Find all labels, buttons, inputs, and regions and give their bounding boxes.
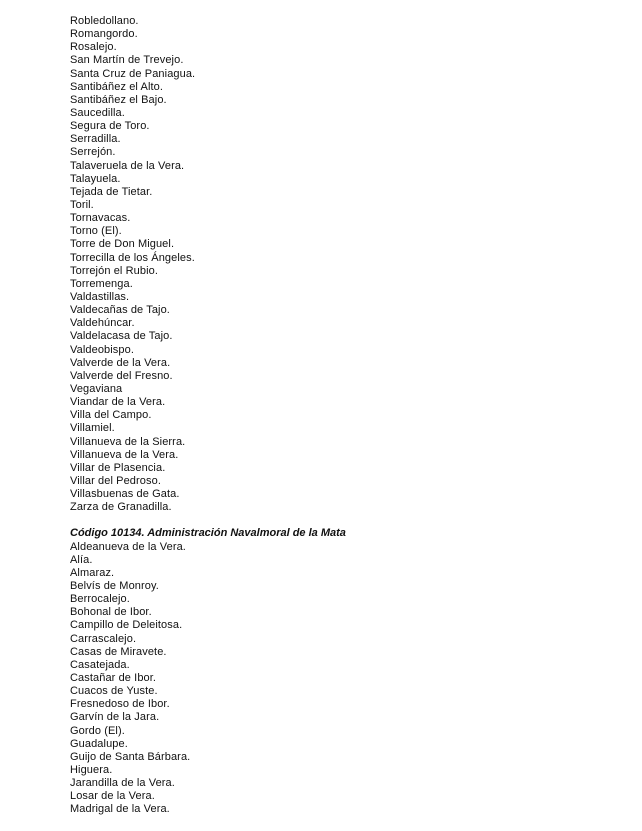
list-item: Casas de Miravete.	[70, 645, 167, 658]
list-item: Jarandilla de la Vera.	[70, 777, 175, 790]
list-item: Segura de Toro.	[70, 120, 150, 133]
list-item: Alía.	[70, 553, 93, 566]
list-item: Losar de la Vera.	[70, 790, 155, 803]
list-item: Villa del Campo.	[70, 409, 152, 422]
list-item: San Martín de Trevejo.	[70, 54, 184, 67]
list-item: Torremenga.	[70, 277, 133, 290]
section-heading: Código 10134. Administración Navalmoral de la Mata	[70, 527, 346, 540]
list-item: Cuacos de Yuste.	[70, 685, 158, 698]
list-item: Valverde del Fresno.	[70, 369, 173, 382]
list-item: Toril.	[70, 198, 94, 211]
list-item: Villanueva de la Sierra.	[70, 435, 186, 448]
list-item: Bohonal de Ibor.	[70, 606, 152, 619]
list-item: Talayuela.	[70, 172, 121, 185]
list-item: Torre de Don Miguel.	[70, 238, 175, 251]
list-item: Valverde de la Vera.	[70, 356, 171, 369]
list-item: Torrejón el Rubio.	[70, 264, 159, 277]
document-page	[70, 15, 610, 817]
list-item: Almaraz.	[70, 566, 115, 579]
list-item: Valdelacasa de Tajo.	[70, 330, 173, 343]
list-item: Torrecilla de los Ángeles.	[70, 251, 195, 264]
list-item: Serradilla.	[70, 133, 121, 146]
list-item: Gordo (El).	[70, 724, 125, 737]
list-item: Saucedilla.	[70, 106, 125, 119]
list-item: Valdecañas de Tajo.	[70, 304, 170, 317]
list-item: Villanueva de la Vera.	[70, 448, 179, 461]
list-item: Santa Cruz de Paniagua.	[70, 67, 196, 80]
list-item: Viandar de la Vera.	[70, 396, 166, 409]
list-item: Higuera.	[70, 764, 113, 777]
list-item: Tejada de Tietar.	[70, 185, 153, 198]
list-item: Valdehúncar.	[70, 317, 135, 330]
list-item: Fresnedoso de Ibor.	[70, 698, 170, 711]
list-item: Rosalejo.	[70, 41, 117, 54]
list-item: Valdastillas.	[70, 290, 130, 303]
list-item: Belvís de Monroy.	[70, 580, 159, 593]
list-item: Talaveruela de la Vera.	[70, 159, 185, 172]
municipality-list	[70, 15, 610, 514]
list-item: Garvín de la Jara.	[70, 711, 160, 724]
municipality-list-navalmoral	[70, 541, 610, 817]
list-item: Valdeobispo.	[70, 343, 134, 356]
list-item: Santibáñez el Bajo.	[70, 93, 167, 106]
list-item: Zarza de Granadilla.	[70, 501, 172, 514]
list-item: Robledollano.	[70, 15, 139, 27]
list-item: Carrascalejo.	[70, 632, 137, 645]
list-item: Casatejada.	[70, 658, 130, 671]
list-item: Villamiel.	[70, 422, 115, 435]
list-item: Villasbuenas de Gata.	[70, 488, 180, 501]
list-item: Torno (El).	[70, 225, 122, 238]
list-item: Romangordo.	[70, 28, 138, 41]
list-item: Tornavacas.	[70, 212, 131, 225]
list-item: Madrigal de la Vera.	[70, 803, 170, 816]
list-item: Castañar de Ibor.	[70, 672, 157, 685]
list-item: Guadalupe.	[70, 737, 128, 750]
list-item: Villar del Pedroso.	[70, 474, 161, 487]
list-item: Aldeanueva de la Vera.	[70, 540, 186, 553]
list-item: Santibáñez el Alto.	[70, 80, 164, 93]
list-item: Villar de Plasencia.	[70, 461, 166, 474]
list-item: Campillo de Deleitosa.	[70, 619, 183, 632]
list-item: Serrejón.	[70, 146, 116, 159]
list-item: Berrocalejo.	[70, 593, 130, 606]
list-item: Guijo de Santa Bárbara.	[70, 750, 191, 763]
list-item: Vegaviana	[70, 382, 123, 395]
